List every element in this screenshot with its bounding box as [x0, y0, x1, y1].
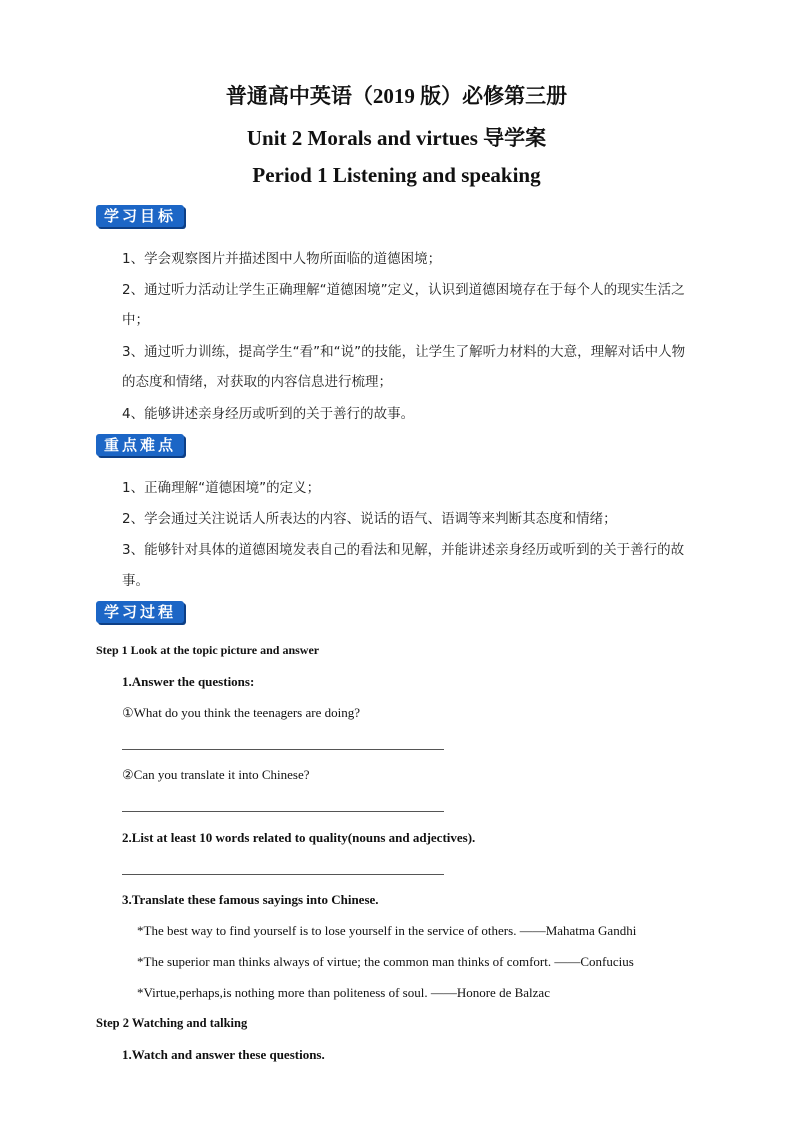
- objective-item: 1、学会观察图片并描述图中人物所面临的道德困境；: [122, 251, 442, 267]
- step1-q1-a: ①What do you think the teenagers are doing?: [122, 705, 360, 720]
- objective-item: 4、能够讲述亲身经历或听到的关于善行的故事。: [122, 406, 415, 422]
- step2-heading: Step 2 Watching and talking: [96, 1016, 248, 1030]
- saying-item: *Virtue,perhaps,is nothing more than politeness of soul. ——Honore de Balzac: [137, 985, 550, 1000]
- unit-title: Unit 2 Morals and virtues 导学案: [246, 126, 547, 150]
- key-point-item: 1、正确理解“道德困境”的定义；: [122, 480, 321, 496]
- step2-q1-heading: 1.Watch and answer these questions.: [122, 1047, 325, 1062]
- saying-item: *The superior man thinks always of virtue; the common man thinks of comfort. ——Confucius: [137, 954, 634, 969]
- step1-heading: Step 1 Look at the topic picture and answer: [96, 643, 320, 657]
- objectives-badge: 学习目标: [96, 205, 184, 227]
- answer-line[interactable]: [122, 749, 444, 750]
- objective-item: 的态度和情绪，对获取的内容信息进行梳理；: [122, 374, 392, 390]
- key-point-item: 事。: [122, 573, 149, 589]
- period-title: Period 1 Listening and speaking: [252, 163, 541, 187]
- answer-line[interactable]: [122, 811, 444, 812]
- objective-item: 3、通过听力训练，提高学生“看”和“说”的技能，让学生了解听力材料的大意，理解对话中人物: [122, 344, 686, 360]
- objective-item: 2、通过听力活动让学生正确理解“道德困境”定义，认识到道德困境存在于每个人的现实生活之: [122, 282, 685, 298]
- step1-q2-heading: 2.List at least 10 words related to quality(nouns and adjectives).: [122, 830, 476, 845]
- step1-q1-heading: 1.Answer the questions:: [122, 674, 255, 689]
- key-points-badge: 重点难点: [96, 434, 184, 456]
- step1-q3-heading: 3.Translate these famous sayings into Chinese.: [122, 892, 379, 907]
- key-point-item: 3、能够针对具体的道德困境发表自己的看法和见解，并能讲述亲身经历或听到的关于善行的故: [122, 542, 685, 558]
- answer-line[interactable]: [122, 874, 444, 875]
- key-point-item: 2、学会通过关注说话人所表达的内容、说话的语气、语调等来判断其态度和情绪；: [122, 511, 617, 527]
- objective-item: 中；: [122, 312, 149, 328]
- saying-item: *The best way to find yourself is to lose yourself in the service of others. ——Mahatma Gandhi: [137, 923, 637, 938]
- document-title: 普通高中英语（2019 版）必修第三册: [225, 84, 568, 108]
- step1-q1-b: ②Can you translate it into Chinese?: [122, 767, 310, 782]
- process-badge: 学习过程: [96, 601, 184, 623]
